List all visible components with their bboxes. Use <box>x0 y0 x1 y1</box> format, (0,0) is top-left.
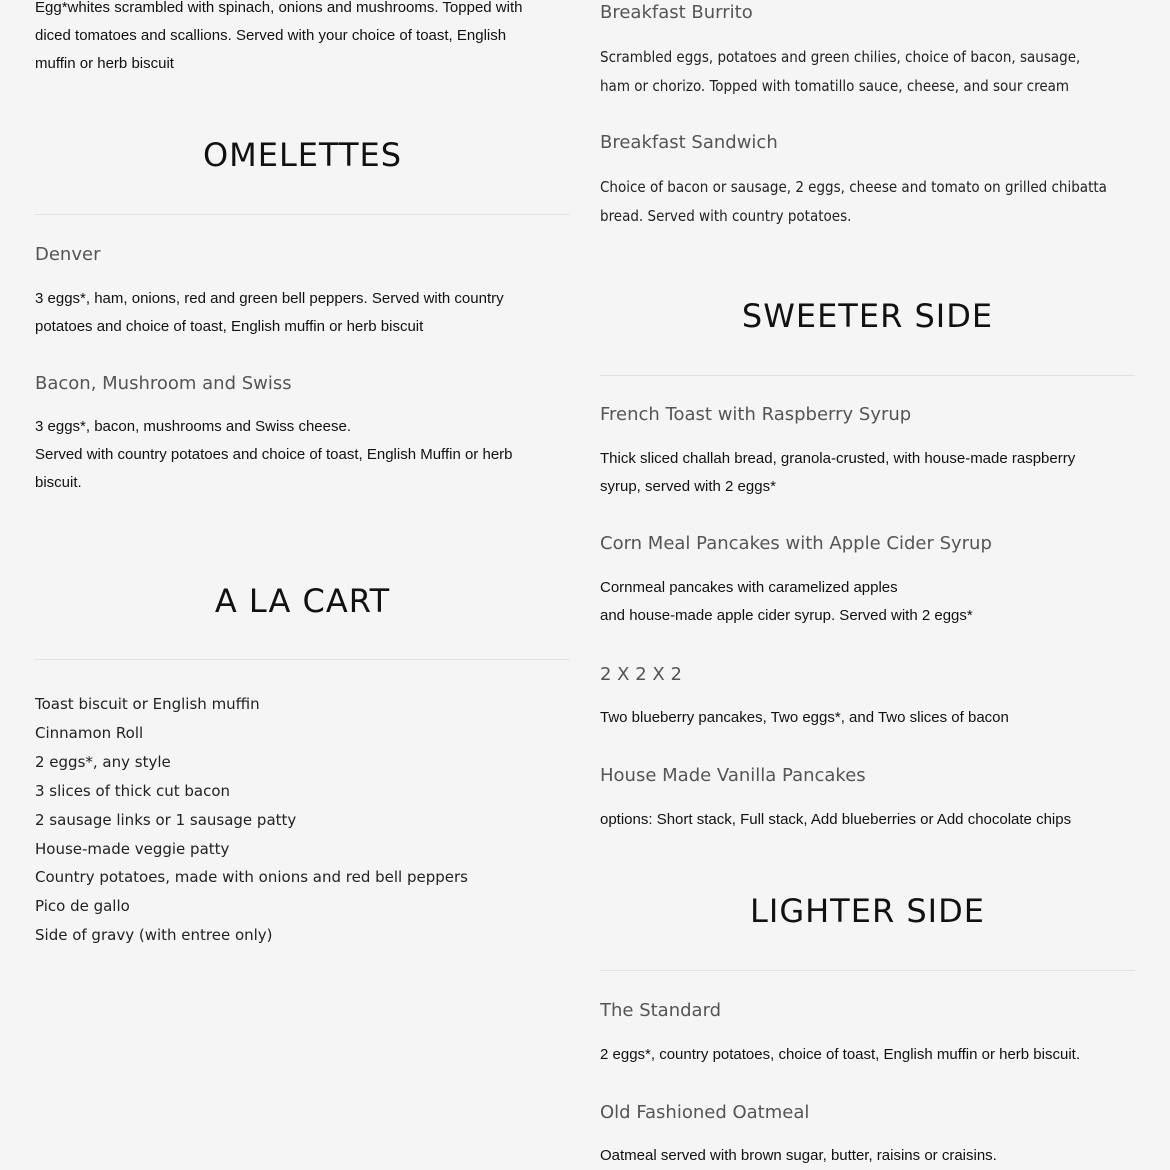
section-divider <box>600 970 1135 971</box>
list-item: House-made veggie patty <box>35 839 230 858</box>
description-line: Cornmeal pancakes with caramelized apples <box>600 579 898 596</box>
menu-item-description <box>600 704 1009 732</box>
description-line: Egg*whites scrambled with spinach, onions and mushrooms. Topped with <box>35 0 523 16</box>
menu-item-description <box>600 445 1075 501</box>
menu-item-description <box>35 413 513 497</box>
menu-item-description <box>600 806 1071 834</box>
menu-item-title: Breakfast Burrito <box>600 2 753 23</box>
description-line: ham or chorizo. Topped with tomatillo sauce, cheese, and sour cream <box>600 77 1070 95</box>
description-line: and house-made apple cider syrup. Served with 2 eggs* <box>600 607 973 624</box>
menu-item-title: 2 X 2 X 2 <box>600 664 682 685</box>
description-line: 3 eggs*, bacon, mushrooms and Swiss cheese. <box>35 418 352 435</box>
description-line: Scrambled eggs, potatoes and green chilies, choice of bacon, sausage, <box>600 48 1081 66</box>
description-line: potatoes and choice of toast, English muffin or herb biscuit <box>35 318 424 335</box>
description-line: Choice of bacon or sausage, 2 eggs, cheese and tomato on grilled chibatta <box>600 178 1107 196</box>
menu-item-description <box>600 574 973 630</box>
description-line: options: Short stack, Full stack, Add blueberries or Add chocolate chips <box>600 811 1072 828</box>
menu-item-description <box>600 43 1080 101</box>
section-divider <box>35 214 570 215</box>
list-item: Pico de gallo <box>35 897 130 916</box>
intro-description <box>35 0 523 78</box>
description-line: Two blueberry pancakes, Two eggs*, and Two slices of bacon <box>600 709 1009 726</box>
section-divider <box>35 659 570 660</box>
menu-item-description <box>600 1041 1080 1069</box>
menu-item-title: Denver <box>35 244 101 265</box>
a-la-cart-list <box>35 690 468 950</box>
description-line: 2 eggs*, country potatoes, choice of toast, English muffin or herb biscuit. <box>600 1046 1080 1063</box>
list-item: Side of gravy (with entree only) <box>35 926 273 945</box>
description-line: diced tomatoes and scallions. Served with your choice of toast, English <box>35 27 507 44</box>
list-item: Country potatoes, made with onions and red bell peppers <box>35 868 469 887</box>
section-divider <box>600 375 1135 376</box>
description-line: Thick sliced challah bread, granola-crusted, with house-made raspberry <box>600 450 1076 467</box>
description-line: biscuit. <box>35 474 82 491</box>
section-heading-lighter-side: LIGHTER SIDE <box>750 892 985 930</box>
list-item: 2 eggs*, any style <box>35 752 171 771</box>
section-heading-sweeter-side: SWEETER SIDE <box>741 297 994 335</box>
list-item: Toast biscuit or English muffin <box>35 695 260 713</box>
list-item: Cinnamon Roll <box>35 723 144 742</box>
section-heading-a-la-cart: A LA CART <box>214 582 391 620</box>
menu-item-title: Bacon, Mushroom and Swiss <box>35 373 292 394</box>
description-line: syrup, served with 2 eggs* <box>600 478 776 495</box>
menu-item-description <box>35 285 504 341</box>
menu-item-title: Breakfast Sandwich <box>600 132 778 153</box>
menu-item-title: House Made Vanilla Pancakes <box>600 765 866 786</box>
menu-item-title: Old Fashioned Oatmeal <box>600 1102 810 1123</box>
menu-item-title: French Toast with Raspberry Syrup <box>600 404 912 425</box>
description-line: Served with country potatoes and choice of toast, English Muffin or herb <box>35 446 513 463</box>
section-heading-omelettes: OMELETTES <box>202 136 403 174</box>
menu-item-description <box>600 173 1107 231</box>
description-line: muffin or herb biscuit <box>35 55 174 72</box>
description-line: Oatmeal served with brown sugar, butter, raisins or craisins. <box>600 1147 997 1164</box>
list-item: 3 slices of thick cut bacon <box>35 781 231 800</box>
list-item: 2 sausage links or 1 sausage patty <box>35 810 297 829</box>
menu-item-title: The Standard <box>600 1000 722 1021</box>
description-line: bread. Served with country potatoes. <box>600 207 852 225</box>
description-line: 3 eggs*, ham, onions, red and green bell peppers. Served with country <box>35 290 504 307</box>
menu-item-title: Corn Meal Pancakes with Apple Cider Syrup <box>600 533 992 554</box>
